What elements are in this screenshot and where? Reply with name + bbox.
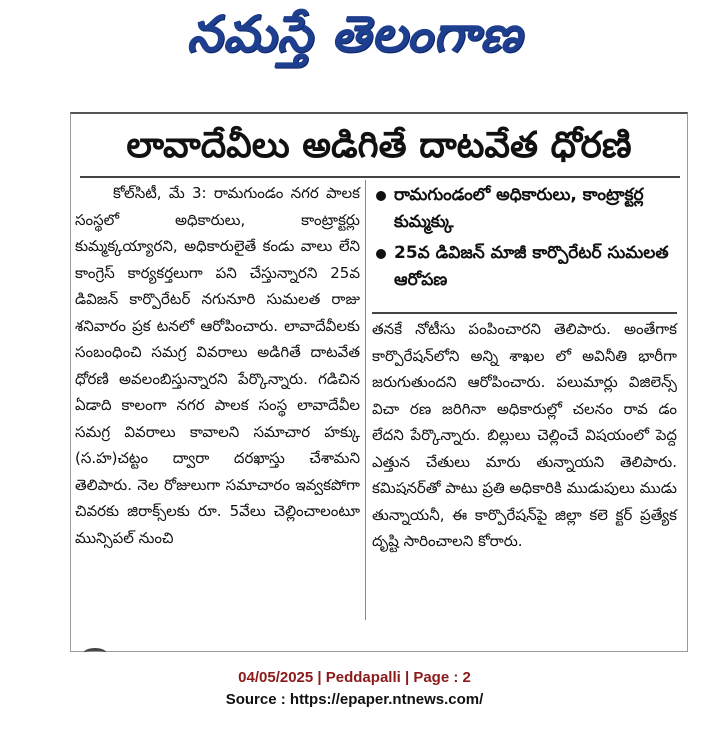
edition-info: 04/05/2025 | Peddapalli | Page : 2 xyxy=(238,669,471,686)
bullet-icon xyxy=(376,249,386,259)
highlight-box xyxy=(372,182,674,302)
source-footer xyxy=(0,667,709,711)
highlight-text: 25వ డివిజన్ మాజీ కార్పొరేటర్ సుమలత ఆరోపణ xyxy=(394,243,669,290)
highlight-text: రామగుండంలో అధికారులు, కాంట్రాక్టర్ల కుమ్మక్కు xyxy=(394,185,644,232)
highlight-item xyxy=(372,182,674,236)
headline-rule xyxy=(80,176,680,178)
source-link[interactable]: Source : https://epaper.ntnews.com/ xyxy=(225,691,484,708)
highlight-item xyxy=(372,240,674,294)
bullet-icon xyxy=(376,191,386,201)
article-body-right: తనకే నోటీసు పంపించారని తెలిపారు. అంతేగాక కార్పొరేషన్‌లోని అన్ని శాఖల లో అవినీతి భారీగా జరుగుతుందని ఆరోపించారు. పలుమార్లు విజిలెన్స్ విచా రణ జరిగినా అధికారుల్లో చలనం రావ డం లేదని పేర్కొన్నారు. బిల్లులు చెల్లించే విషయంలో పెద్ద ఎత్తున చేతులు మారు తున్నాయని తెలిపారు. కమిషనర్‌తో పాటు ప్రతి అధికారికి ముడుపులు ముడు తున్నాయనీ, ఈ కార్పొరేషన్‌పై జిల్లా కలె క్టర్ ప్రత్యేక దృష్టి సారించాలని కోరారు. xyxy=(372,320,677,550)
masthead-title: నమస్తే తెలంగాణ xyxy=(186,4,523,63)
article-body-left: కోల్‌సిటీ, మే 3: రామగుండం నగర పాలక సంస్థలో అధికారులు, కాంట్రాక్టర్లు కుమ్మక్కయ్యారని, అధికారులైతే కండు వాలు లేని కాంగ్రెస్ కార్యకర్తలుగా పని చేస్తున్నారని 25వ డివిజన్ కార్పొరేటర్ నగునూరి సుమలత రాజు శనివారం ప్రక టనలో ఆరోపించారు. లావాదేవీలకు సంబంధించి సమగ్ర వివరాలు అడిగితే దాటవేత ధోరణి అవలంబిస్తున్నారని పేర్కొన్నారు. గడిచిన ఏడాది కాలంగా నగర పాలక సంస్థ లావాదేవీల సమగ్ర వివరాలు కావాలని సమాచార హక్కు (స.హ)చట్టం ద్వారా దరఖాస్తు చేశామని తెలిపారు. నెల రోజులుగా సమాచారం ఇవ్వకపోగా చివరకు జిరాక్స్‌లకు రూ. 5వేలు చెల్లించాలంటూ మున్సిపల్ నుంచి xyxy=(75,184,360,547)
article-column-right xyxy=(372,316,677,616)
page-fold-mark xyxy=(84,648,106,657)
column-divider xyxy=(365,180,366,620)
article-column-left xyxy=(75,180,360,620)
masthead-logo xyxy=(0,0,709,80)
article-headline: లావాదేవీలు అడిగితే దాటవేత ధోరణి xyxy=(126,125,632,166)
highlight-divider xyxy=(372,312,677,314)
